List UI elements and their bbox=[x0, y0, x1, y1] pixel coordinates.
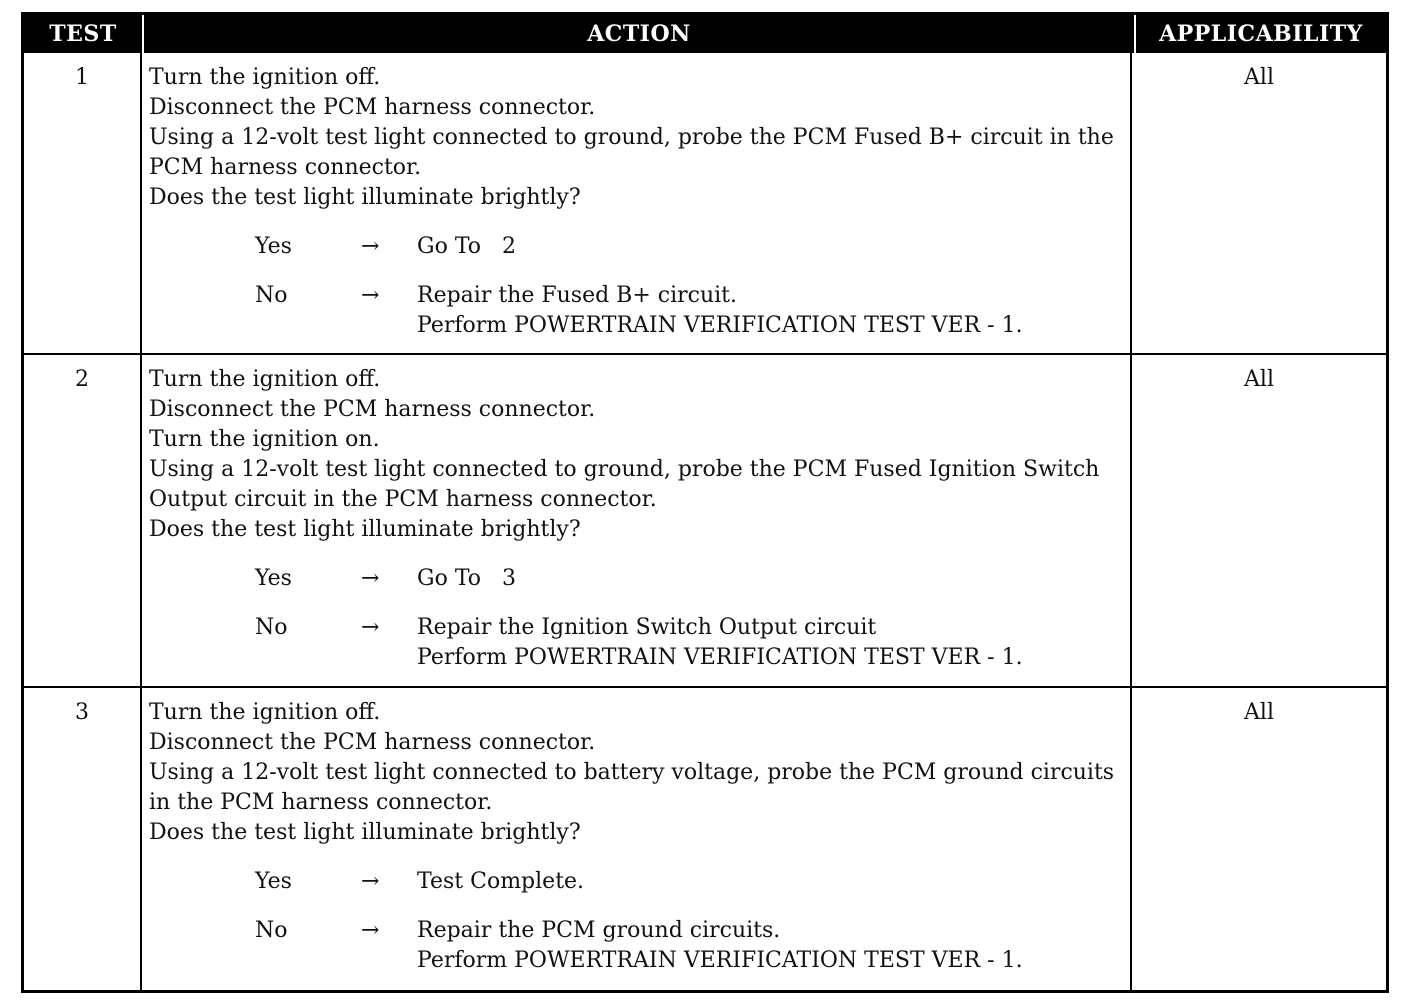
applicability-cell: All bbox=[1244, 367, 1274, 392]
action-step: Does the test light illuminate brightly? bbox=[149, 820, 581, 845]
no-label: No bbox=[255, 918, 288, 943]
action-step: Using a 12-volt test light connected to battery voltage, probe the PCM ground circuits in the PCM harness connector. bbox=[149, 760, 1115, 815]
yes-outcome bbox=[417, 232, 1124, 262]
table-row bbox=[24, 53, 1386, 353]
action-cell bbox=[142, 53, 1132, 353]
action-cell bbox=[142, 355, 1132, 686]
yes-response bbox=[255, 867, 1124, 897]
outcome-line: Repair the Fused B+ circuit. bbox=[417, 283, 737, 308]
yes-label: Yes bbox=[255, 234, 292, 259]
yes-response bbox=[255, 232, 1124, 262]
yes-outcome bbox=[417, 564, 1124, 594]
action-step: Does the test light illuminate brightly? bbox=[149, 185, 581, 210]
outcome-line: Repair the PCM ground circuits. bbox=[417, 918, 781, 943]
outcome-line: Repair the Ignition Switch Output circuit bbox=[417, 615, 877, 640]
table-row bbox=[24, 686, 1386, 990]
header-test: TEST bbox=[24, 15, 144, 53]
test-number: 1 bbox=[24, 53, 142, 353]
action-step: Does the test light illuminate brightly? bbox=[149, 517, 581, 542]
no-response bbox=[255, 916, 1124, 976]
header-applicability: APPLICABILITY bbox=[1159, 21, 1363, 47]
no-response bbox=[255, 281, 1124, 341]
table-body bbox=[24, 53, 1386, 990]
right-arrow-icon: → bbox=[361, 234, 380, 259]
action-step: Disconnect the PCM harness connector. bbox=[149, 397, 596, 422]
test-number: 2 bbox=[24, 355, 142, 686]
action-cell bbox=[142, 688, 1132, 990]
outcome-line: Go To 2 bbox=[417, 234, 516, 259]
action-step: Disconnect the PCM harness connector. bbox=[149, 95, 596, 120]
diagnostic-test-table bbox=[21, 12, 1389, 993]
yes-label: Yes bbox=[255, 869, 292, 894]
right-arrow-icon: → bbox=[361, 918, 380, 943]
table-header bbox=[24, 15, 1386, 53]
action-step: Using a 12-volt test light connected to ground, probe the PCM Fused B+ circuit in the PCM harness connector. bbox=[149, 125, 1114, 180]
no-label: No bbox=[255, 615, 288, 640]
action-step: Disconnect the PCM harness connector. bbox=[149, 730, 596, 755]
outcome-line: Go To 3 bbox=[417, 566, 516, 591]
no-outcome bbox=[417, 281, 1124, 341]
yes-outcome bbox=[417, 867, 1124, 897]
no-outcome bbox=[417, 613, 1124, 673]
applicability-cell: All bbox=[1244, 65, 1274, 90]
right-arrow-icon: → bbox=[361, 566, 380, 591]
outcome-line: Perform POWERTRAIN VERIFICATION TEST VER - 1. bbox=[417, 313, 1023, 338]
action-step: Turn the ignition off. bbox=[149, 65, 381, 90]
test-number: 3 bbox=[24, 688, 142, 990]
no-outcome bbox=[417, 916, 1124, 976]
action-step: Using a 12-volt test light connected to ground, probe the PCM Fused Ignition Switch Output circuit in the PCM harness connector. bbox=[149, 457, 1100, 512]
yes-response bbox=[255, 564, 1124, 594]
outcome-line: Perform POWERTRAIN VERIFICATION TEST VER - 1. bbox=[417, 645, 1023, 670]
no-response bbox=[255, 613, 1124, 673]
right-arrow-icon: → bbox=[361, 869, 380, 894]
applicability-cell: All bbox=[1244, 700, 1274, 725]
right-arrow-icon: → bbox=[361, 283, 380, 308]
table-row bbox=[24, 353, 1386, 686]
action-step: Turn the ignition off. bbox=[149, 700, 381, 725]
no-label: No bbox=[255, 283, 288, 308]
action-step: Turn the ignition off. bbox=[149, 367, 381, 392]
action-step: Turn the ignition on. bbox=[149, 427, 380, 452]
right-arrow-icon: → bbox=[361, 615, 380, 640]
outcome-line: Perform POWERTRAIN VERIFICATION TEST VER - 1. bbox=[417, 948, 1023, 973]
header-action: ACTION bbox=[144, 15, 1136, 53]
yes-label: Yes bbox=[255, 566, 292, 591]
outcome-line: Test Complete. bbox=[417, 869, 585, 894]
